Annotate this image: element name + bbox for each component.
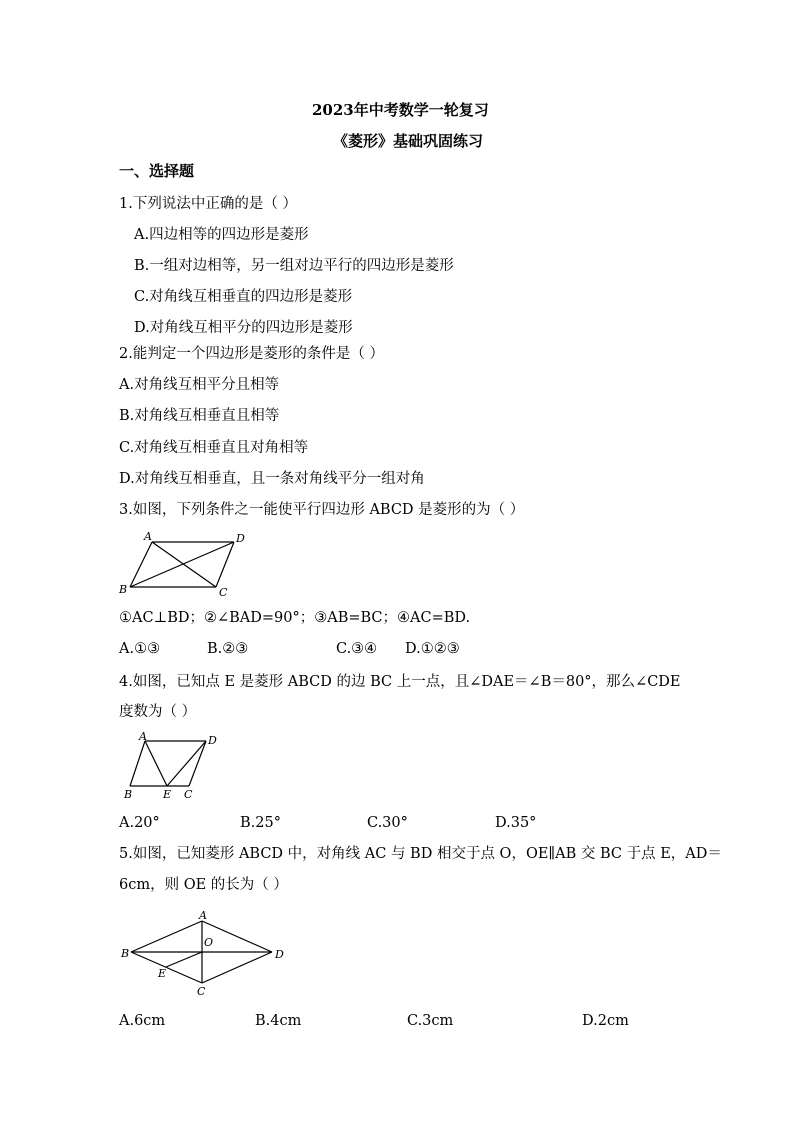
- q5-label-o: O: [204, 936, 214, 949]
- q5-label-a: A: [199, 909, 207, 922]
- question-1-option-d: D.对角线互相平分的四边形是菱形: [134, 320, 353, 336]
- question-2-option-b: B.对角线互相垂直且相等: [119, 408, 280, 424]
- page-subtitle: 《菱形》基础巩固练习: [333, 132, 484, 150]
- question-2-option-d: D.对角线互相垂直，且一条对角线平分一组对角: [119, 471, 425, 487]
- q3-label-b: B: [119, 583, 128, 596]
- question-4-option-a: A.20°: [119, 815, 160, 831]
- q5-label-e: E: [158, 967, 167, 980]
- question-5-stem-line-2: 6cm，则 OE 的长为（ ）: [119, 877, 288, 893]
- question-2-stem: 2.能判定一个四边形是菱形的条件是（ ）: [119, 346, 384, 362]
- question-5-option-d: D.2cm: [582, 1013, 629, 1029]
- q4-label-c: C: [184, 788, 193, 801]
- q3-edge-ab: [130, 542, 152, 587]
- question-4-stem-line-1: 4.如图，已知点 E 是菱形 ABCD 的边 BC 上一点，且∠DAE＝∠B＝80°，那么∠CDE: [119, 674, 681, 690]
- q4-label-e: E: [163, 788, 172, 801]
- q3-label-d: D: [236, 532, 245, 545]
- question-3-option-a: A.①③: [119, 641, 161, 657]
- section-heading: 一、选择题: [119, 162, 195, 180]
- q3-diagonal-ac: [152, 542, 216, 587]
- question-3-option-d: D.①②③: [405, 641, 460, 657]
- q5-label-d: D: [275, 948, 284, 961]
- question-5-option-b: B.4cm: [255, 1013, 302, 1029]
- question-3-stem: 3.如图，下列条件之一能使平行四边形 ABCD 是菱形的为（ ）: [119, 502, 525, 518]
- question-4-stem-line-2: 度数为（ ）: [119, 704, 197, 720]
- question-3-conditions: ①AC⊥BD；②∠BAD=90°；③AB=BC；④AC=BD.: [119, 610, 471, 626]
- q5-label-b: B: [121, 947, 130, 960]
- question-5-option-c: C.3cm: [407, 1013, 454, 1029]
- q4-segment-ae: [145, 741, 167, 786]
- question-4-option-b: B.25°: [240, 815, 281, 831]
- q4-label-b: B: [124, 788, 133, 801]
- q4-segment-de: [167, 741, 206, 786]
- q4-label-a: A: [139, 730, 147, 743]
- q5-segment-oe: [166, 952, 202, 967]
- question-3-option-b: B.②③: [207, 641, 249, 657]
- q3-label-c: C: [219, 586, 228, 599]
- question-1-option-c: C.对角线互相垂直的四边形是菱形: [134, 289, 353, 305]
- question-5-stem-line-1: 5.如图，已知菱形 ABCD 中，对角线 AC 与 BD 相交于点 O，OE∥AB 交 BC 于点 E，AD＝: [119, 846, 722, 862]
- question-3-option-c: C.③④: [336, 641, 378, 657]
- question-4-option-c: C.30°: [367, 815, 408, 831]
- question-1-option-b: B.一组对边相等，另一组对边平行的四边形是菱形: [134, 258, 454, 274]
- question-4-option-d: D.35°: [495, 815, 537, 831]
- q4-label-d: D: [208, 734, 217, 747]
- question-1-stem: 1.下列说法中正确的是（ ）: [119, 196, 297, 212]
- q5-edge-dc: [202, 952, 272, 983]
- q3-label-a: A: [144, 530, 152, 543]
- question-2-option-a: A.对角线互相平分且相等: [119, 377, 280, 393]
- q5-edge-ab: [131, 921, 202, 952]
- q5-label-c: C: [197, 985, 206, 998]
- page-title: 2023年中考数学一轮复习: [312, 101, 489, 119]
- q4-edge-cd: [189, 741, 206, 786]
- q4-edge-ab: [130, 741, 145, 786]
- question-2-option-c: C.对角线互相垂直且对角相等: [119, 440, 309, 456]
- question-1-option-a: A.四边相等的四边形是菱形: [134, 227, 309, 243]
- question-5-option-a: A.6cm: [119, 1013, 166, 1029]
